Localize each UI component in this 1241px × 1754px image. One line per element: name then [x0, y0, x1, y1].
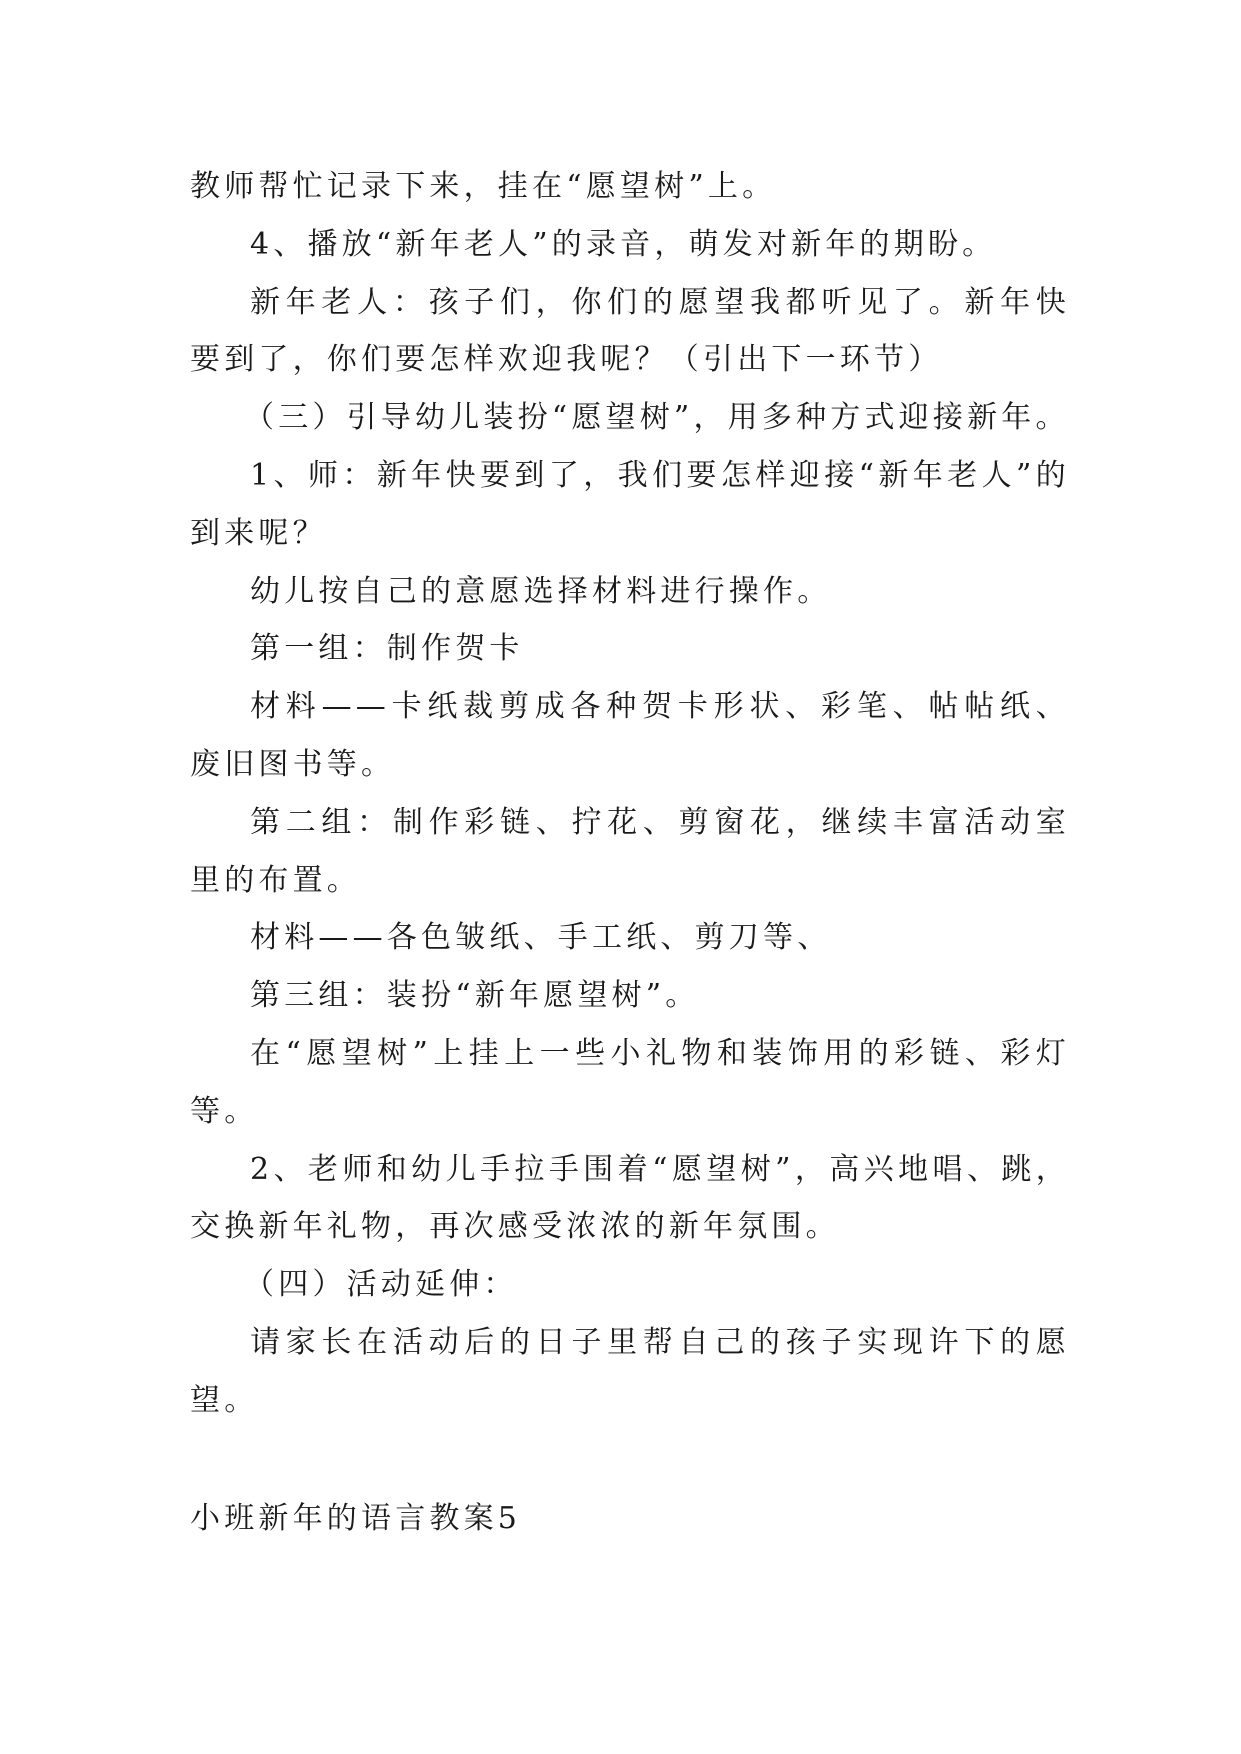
paragraph-3: 新年老人：孩子们，你们的愿望我都听见了。新年快要到了，你们要怎样欢迎我呢？（引出下一环节）: [190, 284, 1070, 378]
paragraph-11: 第三组：装扮“新年愿望树”。: [250, 978, 700, 1014]
document-body: [190, 158, 1070, 1547]
paragraph-13: 2、老师和幼儿手拉手围着“愿望树”，高兴地唱、跳，交换新年礼物，再次感受浓浓的新年氛围。: [190, 1151, 1070, 1245]
paragraph-7: 第一组：制作贺卡: [250, 631, 524, 667]
section-title: 小班新年的语言教案5: [190, 1500, 522, 1536]
paragraph-14: （四）活动延伸：: [244, 1267, 518, 1303]
paragraph-4: （三）引导幼儿装扮“愿望树”，用多种方式迎接新年。: [244, 400, 1070, 436]
paragraph-2: 4、播放“新年老人”的录音，萌发对新年的期盼。: [250, 226, 997, 262]
paragraph-12: 在“愿望树”上挂上一些小礼物和装饰用的彩链、彩灯等。: [190, 1035, 1070, 1129]
paragraph-5: 1、师：新年快要到了，我们要怎样迎接“新年老人”的到来呢？: [190, 457, 1070, 551]
paragraph-1: 教师帮忙记录下来，挂在“愿望树”上。: [190, 169, 777, 204]
paragraph-6: 幼儿按自己的意愿选择材料进行操作。: [250, 573, 832, 609]
paragraph-9: 第二组：制作彩链、拧花、剪窗花，继续丰富活动室里的布置。: [190, 804, 1070, 898]
paragraph-15: 请家长在活动后的日子里帮自己的孩子实现许下的愿望。: [190, 1324, 1070, 1418]
paragraph-10: 材料——各色皱纸、手工纸、剪刀等、: [250, 920, 832, 956]
paragraph-8: 材料——卡纸裁剪成各种贺卡形状、彩笔、帖帖纸、废旧图书等。: [190, 689, 1070, 782]
